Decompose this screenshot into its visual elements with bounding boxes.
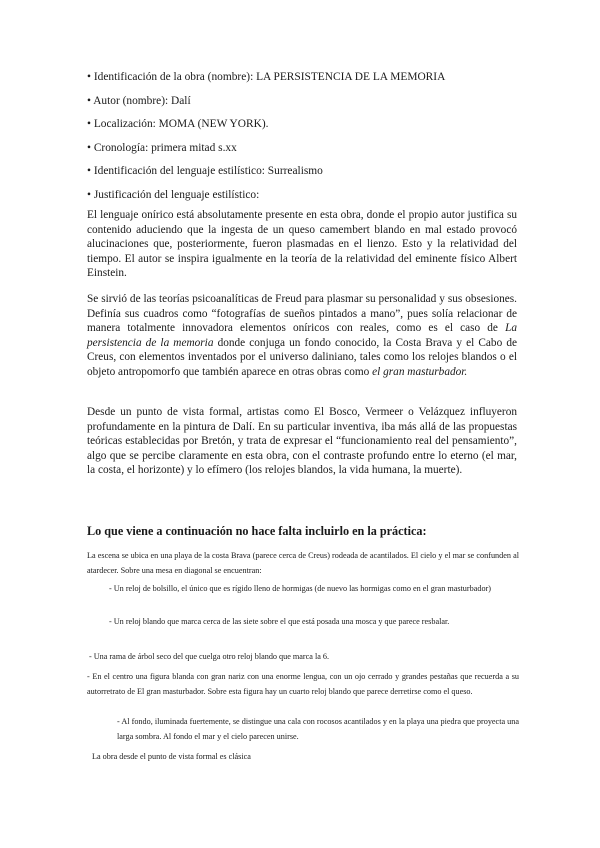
paragraph-oniric-language: El lenguaje onírico está absolutamente presente en esta obra, donde el propio autor justifica su contenido aduciendo que la ingesta de un queso camembert blando en mal estado provocó alucinaciones que, posteriormente, fueron plasmadas en el lienzo. Esto y la relatividad del tiempo. El autor se inspira igualmente en la teoría de la relatividad del eminente físico Albert Einstein. — [87, 209, 517, 280]
artwork-info-list — [87, 70, 527, 211]
bullet-style-justification: • Justificación del lenguaje estilístico: — [87, 188, 260, 201]
other-work-italic: el gran masturbador. — [372, 365, 468, 378]
note-formal-view: La obra desde el punto de vista formal es clásica — [92, 752, 251, 761]
bullet-identification: • Identificación de la obra (nombre): LA PERSISTENCIA DE LA MEMORIA — [87, 71, 446, 83]
note-background: - Al fondo, iluminada fuertemente, se distingue una cala con rocosos acantilados y en la playa una piedra que proyecta una larga sombra. Al fondo el mar y el cielo parecen unirse. — [117, 717, 519, 741]
bullet-style: • Identificación del lenguaje estilístico: Surrealismo — [87, 165, 323, 177]
note-tree-branch: - Una rama de árbol seco del que cuelga otro reloj blando que marca la 6. — [89, 652, 330, 661]
bullet-author: • Autor (nombre): Dalí — [87, 94, 191, 107]
note-central-figure: - En el centro una figura blanda con gran nariz con una enorme lengua, con un ojo cerrado y grandes pestañas que recuerda a su autorretrato de El gran masturbador. Sobre esta figura hay un cuarto reloj blando que parece derretirse como el queso. — [87, 672, 519, 696]
section-heading: Lo que viene a continuación no hace falta incluirlo en la práctica: — [87, 524, 427, 538]
note-scene: La escena se ubica en una playa de la costa Brava (parece cerca de Creus) rodeada de acantilados. El cielo y el mar se confunden al atardecer. Sobre una mesa en diagonal se encuentran: — [87, 551, 519, 575]
bullet-location: • Localización: MOMA (NEW YORK). — [87, 118, 269, 130]
paragraph-formal-influences: Desde un punto de vista formal, artistas como El Bosco, Vermeer o Velázquez influyeron profundamente en la pintura de Dalí. En su particular inventiva, iba más allá de las propuestas teóricas establecidas por Bretón, y trata de expresar el “funcionamiento real del pensamiento”, algo que se percibe claramente en esta obra, con el contraste profundo entre lo eterno (el mar, la costa, el horizonte) y lo efímero (los relojes blandos, la vida humana, la muerte). — [87, 406, 517, 477]
paragraph-freud-text-2: donde conjuga un fondo conocido, la Costa Brava y el Cabo de Creus, con elementos inventados por el universo daliniano, tales como los relojes blandos o el objeto antropomorfo que también aparece en otras obras como — [87, 336, 517, 378]
note-soft-watch: - Un reloj blando que marca cerca de las siete sobre el que está posada una mosca y que parece resbalar. — [109, 617, 450, 626]
bullet-chronology: • Cronología: primera mitad s.xx — [87, 141, 237, 154]
artwork-title-italic: La persistencia de la memoria — [87, 322, 517, 349]
note-pocket-watch: - Un reloj de bolsillo, el único que es rígido lleno de hormigas (de nuevo las hormigas como en el gran masturbador) — [109, 584, 491, 593]
paragraph-freud-text-1: Se sirvió de las teorías psicoanalíticas de Freud para plasmar su personalidad y sus obsesiones. Definía sus cuadros como “fotografías de sueños pintados a mano”, pues solía relacionar de manera totalmente innovadora elementos oníricos con reales, como es el caso de — [87, 293, 517, 335]
paragraph-freud — [87, 292, 517, 380]
